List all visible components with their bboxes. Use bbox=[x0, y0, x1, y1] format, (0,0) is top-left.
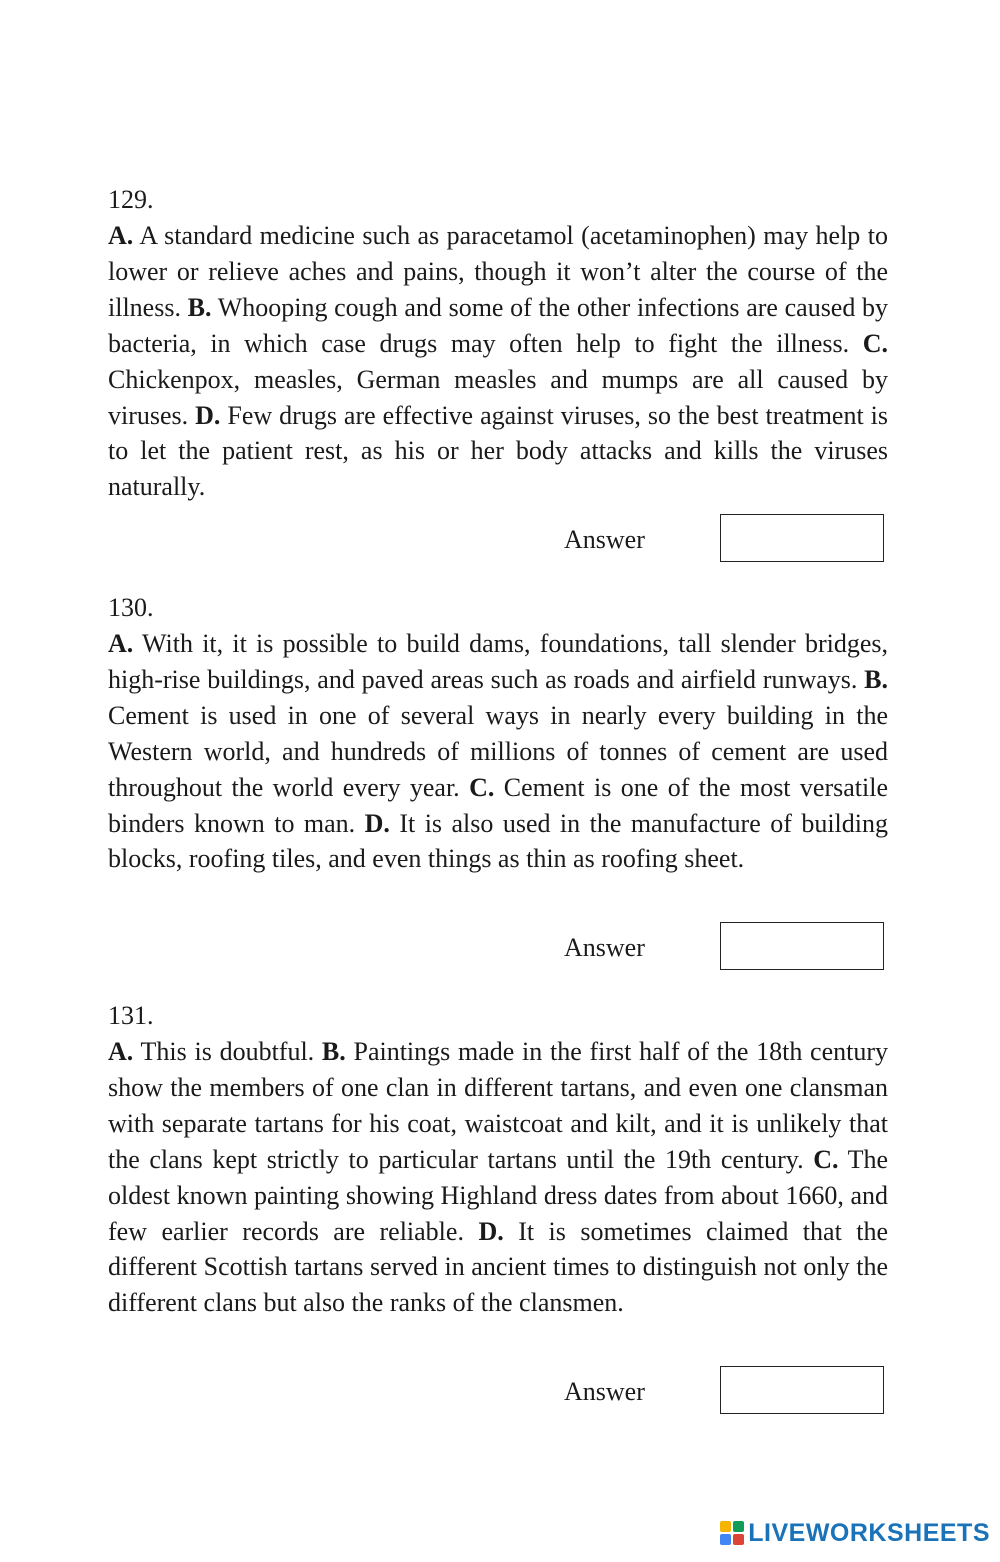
answer-input-box[interactable] bbox=[720, 514, 884, 562]
question-number: 130. bbox=[108, 593, 154, 622]
logo-square bbox=[720, 1521, 731, 1532]
logo-square bbox=[733, 1534, 744, 1545]
part-text: A standard medicine such as paracetamol (acetaminophen) may help to lower or relieve aches and pains, though it won’t alter the course of the illness. bbox=[108, 221, 888, 322]
part-letter: B. bbox=[864, 664, 888, 694]
part-text: Few drugs are effective against viruses, so the best treatment is to let the patient rest, as his or her body attacks and kills the viruses naturally. bbox=[108, 400, 889, 502]
answer-label: Answer bbox=[564, 933, 645, 962]
liveworksheets-logo-icon bbox=[720, 1521, 744, 1545]
part-text: This is doubtful. bbox=[140, 1037, 315, 1066]
answer-row bbox=[108, 514, 888, 566]
part-letter: A. bbox=[108, 629, 134, 658]
question-number: 129. bbox=[108, 185, 154, 214]
part-text: Cement is used in one of several ways in nearly every building in the Western world, and hundreds of millions of tonnes of cement are used throughout the world every year. bbox=[108, 700, 888, 802]
liveworksheets-brand[interactable] bbox=[720, 1518, 990, 1548]
part-text: It is sometimes claimed that the different Scottish tartans served in ancient times to distinguish not only the different clans but also the ranks of the clansmen. bbox=[108, 1216, 889, 1318]
question-text bbox=[108, 626, 888, 877]
answer-label: Answer bbox=[564, 525, 645, 554]
part-text: Chickenpox, measles, German measles and mumps are all caused by viruses. bbox=[108, 364, 888, 430]
part-letter: C. bbox=[813, 1144, 839, 1174]
question-number: 131. bbox=[108, 1001, 154, 1030]
answer-label: Answer bbox=[564, 1377, 645, 1406]
answer-input-box[interactable] bbox=[720, 1366, 884, 1414]
question-129 bbox=[108, 182, 889, 554]
answer-row bbox=[108, 922, 888, 974]
part-letter: B. bbox=[321, 1037, 346, 1066]
question-text bbox=[108, 1034, 888, 1321]
part-letter: A. bbox=[108, 221, 134, 250]
part-text: It is also used in the manufacture of building blocks, roofing tiles, and even things as thin as roofing sheet. bbox=[108, 808, 888, 874]
part-letter: B. bbox=[187, 292, 212, 322]
part-text: With it, it is possible to build dams, foundations, tall slender bridges, high-rise buildings, and paved areas such as roads and airfield runways. bbox=[108, 629, 888, 694]
part-text: Whooping cough and some of the other infections are caused by bacteria, in which case drugs may often help to fight the illness. bbox=[108, 292, 889, 358]
logo-square bbox=[720, 1534, 731, 1545]
part-text: Cement is one of the most versatile binders known to man. bbox=[108, 772, 889, 838]
part-letter: D. bbox=[478, 1216, 504, 1246]
part-letter: C. bbox=[862, 328, 888, 358]
part-text: Paintings made in the first half of the 18th century show the members of one clan in different tartans, and even one clansman with separate tartans for his coat, waistcoat and kilt, and it is unlikely that the clans kept strictly to particular tartans until the 19th century. bbox=[108, 1037, 889, 1174]
answer-input-box[interactable] bbox=[720, 922, 884, 970]
part-letter: C. bbox=[469, 772, 495, 802]
part-letter: D. bbox=[195, 400, 221, 430]
question-131 bbox=[108, 998, 889, 1406]
question-text bbox=[108, 218, 888, 505]
part-letter: D. bbox=[364, 808, 390, 838]
question-130 bbox=[108, 590, 889, 962]
part-letter: A. bbox=[108, 1037, 134, 1066]
logo-square bbox=[733, 1521, 744, 1532]
answer-row bbox=[108, 1366, 888, 1418]
part-text: The oldest known painting showing Highland dress dates from about 1660, and few earlier records are reliable. bbox=[108, 1144, 889, 1246]
brand-name: LIVEWORKSHEETS bbox=[748, 1518, 990, 1547]
